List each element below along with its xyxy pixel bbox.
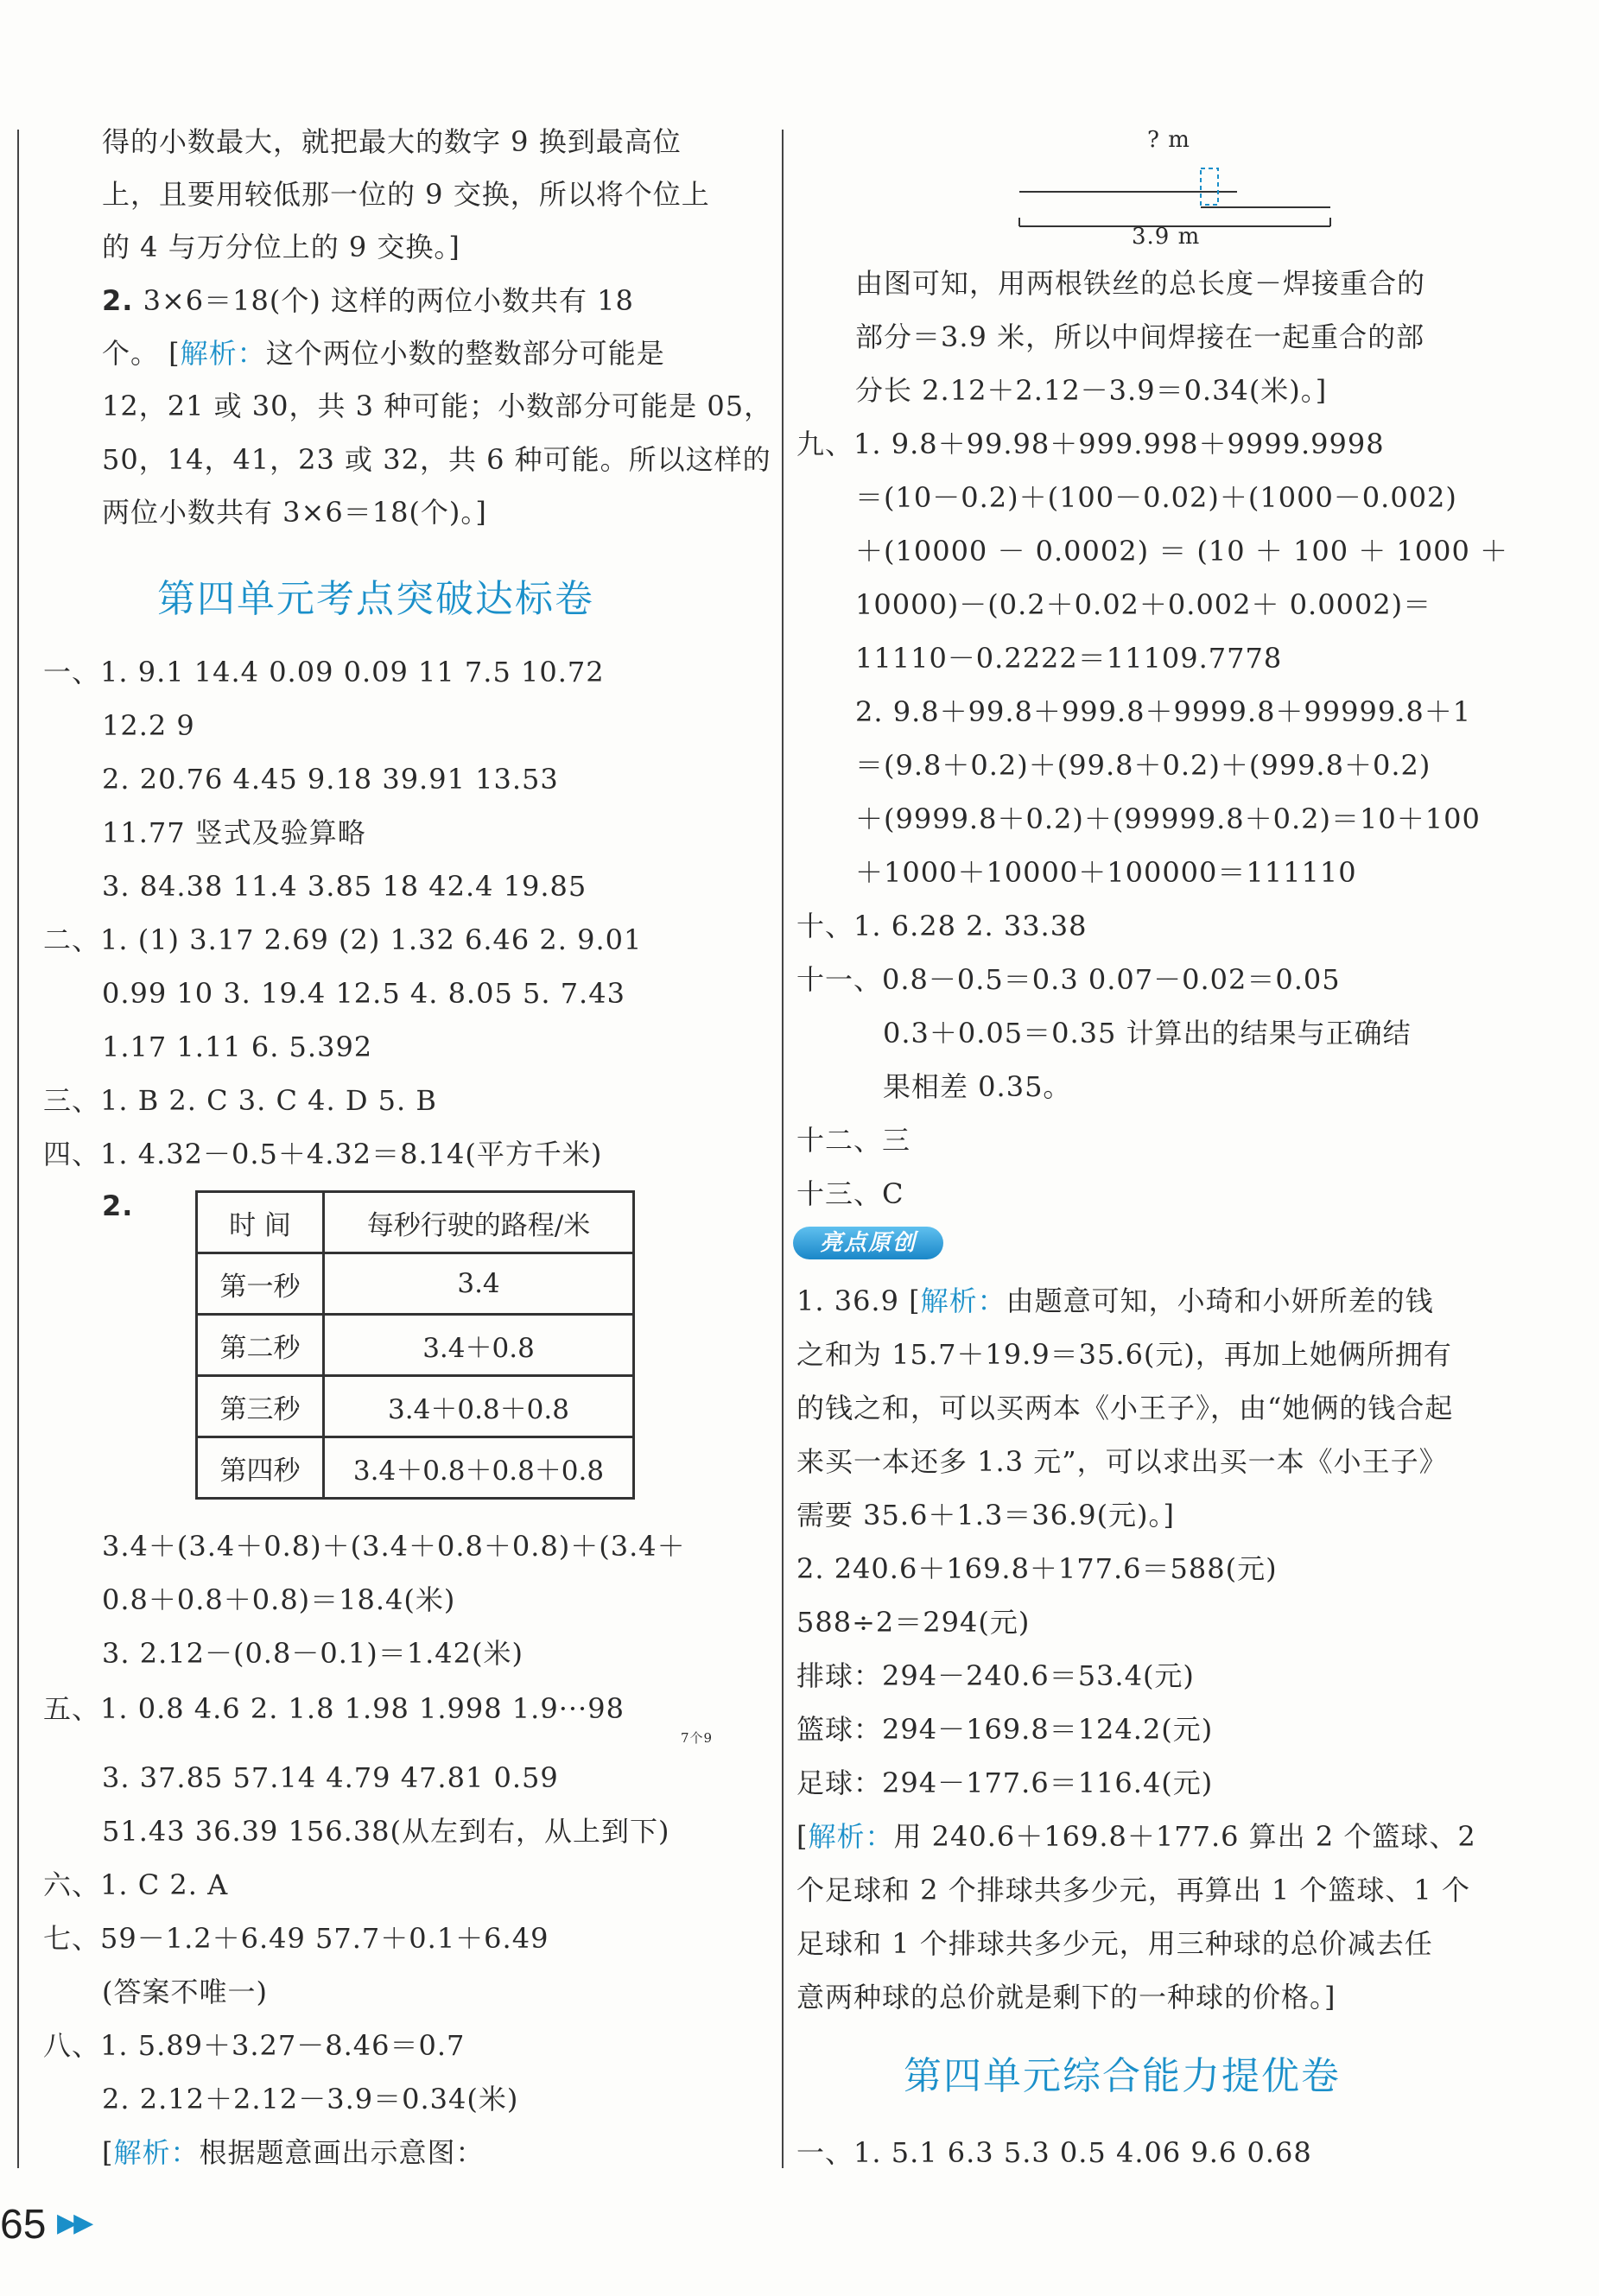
answer-line: 1.17 1.11 6. 5.392	[102, 1031, 373, 1063]
text-line: 得的小数最大，就把最大的数字 9 换到最高位	[102, 125, 682, 158]
answer-line: 一、1. 9.1 14.4 0.09 0.09 11 7.5 10.72	[43, 656, 605, 688]
answer-line: 0.3＋0.05＝0.35 计算出的结果与正确结	[883, 1017, 1412, 1050]
bracket: [	[102, 2136, 114, 2169]
answer-line: 3. 2.12－(0.8－0.1)＝1.42(米)	[102, 1637, 523, 1670]
text-line: 50，14，41，23 或 32，共 6 种可能。所以这样的	[102, 443, 771, 476]
text-line: 由图可知，用两根铁丝的总长度－焊接重合的	[855, 267, 1426, 300]
diagram-label-top: ? m	[1147, 127, 1190, 153]
answer-line: 一、1. 5.1 6.3 5.3 0.5 4.06 9.6 0.68	[796, 2136, 1312, 2169]
answer-line: 排球：294－240.6＝53.4(元)	[796, 1659, 1195, 1692]
answer-line: 3. 84.38 11.4 3.85 18 42.4 19.85	[102, 870, 587, 903]
text-line	[102, 334, 665, 372]
answer-line: 11110－0.2222＝11109.7778	[855, 642, 1283, 675]
answer-line: 五、1. 0.8 4.6 2. 1.8 1.98 1.998 1.9···98	[43, 1692, 625, 1725]
answer-line: 二、1. (1) 3.17 2.69 (2) 1.32 6.46 2. 9.01	[43, 923, 643, 956]
answer-line: 0.99 10 3. 19.4 12.5 4. 8.05 5. 7.43	[102, 977, 625, 1010]
text-line: 两位小数共有 3×6＝18(个)。]	[102, 496, 487, 529]
middle-column-rule	[782, 130, 784, 2168]
text-line: 之和为 15.7＋19.9＝35.6(元)，再加上她俩所拥有	[796, 1338, 1452, 1371]
text-line: 部分＝3.9 米，所以中间焊接在一起重合的部	[855, 320, 1425, 353]
text-line: 分长 2.12＋2.12－3.9＝0.34(米)。]	[855, 374, 1328, 407]
table-cell: 3.4＋0.8＋0.8	[324, 1376, 634, 1437]
text-line: 意两种球的总价就是剩下的一种球的价格。]	[796, 1981, 1336, 2014]
answer-line: 2. 2.12＋2.12－3.9＝0.34(米)	[102, 2083, 519, 2115]
answer-line: 十二、三	[796, 1124, 911, 1157]
answer-line: 0.8＋0.8＋0.8)＝18.4(米)	[102, 1583, 456, 1616]
answer-line: 三、1. B 2. C 3. C 4. D 5. B	[43, 1084, 437, 1117]
answer-line: ＝(10－0.2)＋(100－0.02)＋(1000－0.002)	[855, 481, 1457, 514]
diagram-label-bottom: 3.9 m	[1132, 224, 1201, 250]
answer-line: 10000)－(0.2＋0.02＋0.002＋ 0.0002)＝	[855, 588, 1432, 621]
answer-line: ＝(9.8＋0.2)＋(99.8＋0.2)＋(999.8＋0.2)	[855, 749, 1431, 782]
answer-line: 51.43 36.39 156.38(从左到右，从上到下)	[102, 1815, 670, 1848]
answer-line: 篮球：294－169.8＝124.2(元)	[796, 1713, 1214, 1746]
answer-line: 足球：294－177.6＝116.4(元)	[796, 1766, 1214, 1799]
text-line: 12，21 或 30，共 3 种可能；小数部分可能是 05，	[102, 390, 773, 422]
text-line	[102, 282, 634, 320]
highlight-badge: 亮点原创	[793, 1227, 943, 1259]
next-arrows-icon: ▶▶	[57, 2208, 91, 2238]
answer-line: 3. 37.85 57.14 4.79 47.81 0.59	[102, 1761, 559, 1794]
analysis-text: 根据题意画出示意图：	[199, 2136, 485, 2169]
table-cell: 3.4＋0.8	[324, 1315, 634, 1376]
answer-line	[796, 1282, 1434, 1320]
analysis-text: 由题意可知，小琦和小妍所差的钱	[1006, 1284, 1434, 1317]
analysis-label: 解析：	[180, 337, 266, 370]
table-cell: 3.4	[324, 1253, 634, 1315]
answer-line: 六、1. C 2. A	[43, 1868, 229, 1901]
table-row	[197, 1253, 634, 1315]
answer-line: ＋(10000 － 0.0002) ＝ (10 ＋ 100 ＋ 1000 ＋	[855, 535, 1509, 568]
speed-table	[195, 1190, 635, 1500]
analysis-text: 用 240.6＋169.8＋177.6 算出 2 个篮球、2	[893, 1820, 1476, 1853]
table-cell: 第三秒	[197, 1376, 324, 1437]
table-row	[197, 1315, 634, 1376]
answer-line: 果相差 0.35。	[883, 1070, 1072, 1103]
text-line: 的 4 与万分位上的 9 交换。]	[102, 231, 460, 263]
text-line: 来买一本还多 1.3 元”，可以求出买一本《小王子》	[796, 1445, 1448, 1478]
answer-line: 11.77 竖式及验算略	[102, 816, 366, 849]
text-line	[796, 1817, 1476, 1855]
repeat-note: 7个9	[681, 1730, 714, 1746]
analysis-label: 解析：	[920, 1284, 1006, 1317]
text-line: 的钱之和，可以买两本《小王子》，由“她俩的钱合起	[796, 1392, 1454, 1424]
answer-line: 12.2 9	[102, 709, 195, 742]
answer-line: 2. 9.8＋99.8＋999.8＋9999.8＋99999.8＋1	[855, 695, 1472, 728]
answer-line: 2. 240.6＋169.8＋177.6＝588(元)	[796, 1552, 1278, 1585]
table-cell: 第一秒	[197, 1253, 324, 1315]
analysis-label: 解析：	[113, 2136, 200, 2169]
text-line: 个足球和 2 个排球共多少元，再算出 1 个篮球、1 个	[796, 1874, 1470, 1906]
item-number: 2.	[102, 284, 134, 317]
left-column-rule	[17, 130, 19, 2168]
answer-text: 3×6＝18(个) 这样的两位小数共有 18	[133, 284, 634, 317]
answer-line: 十三、C	[796, 1177, 904, 1210]
answer-line: 十、1. 6.28 2. 33.38	[796, 910, 1088, 942]
answer-line: 十一、0.8－0.5＝0.3 0.07－0.02＝0.05	[796, 963, 1341, 996]
answer-line: 3.4＋(3.4＋0.8)＋(3.4＋0.8＋0.8)＋(3.4＋	[102, 1530, 686, 1563]
text-line: 足球和 1 个排球共多少元，用三种球的总价减去任	[796, 1927, 1433, 1960]
answer-line: 七、59－1.2＋6.49 57.7＋0.1＋6.49	[43, 1922, 549, 1955]
answer-text: 个。 [	[102, 337, 181, 370]
table-header-cell: 每秒行驶的路程/米	[324, 1192, 634, 1253]
answer-line: 九、1. 9.8＋99.98＋999.998＋9999.9998	[796, 428, 1385, 460]
table-row	[197, 1192, 634, 1253]
weld-diagram	[1011, 121, 1339, 251]
answer-line: 2. 20.76 4.45 9.18 39.91 13.53	[102, 763, 559, 796]
table-cell: 3.4＋0.8＋0.8＋0.8	[324, 1437, 634, 1499]
answer-line: ＋1000＋10000＋100000＝111110	[855, 856, 1357, 889]
answer-line: ＋(9999.8＋0.2)＋(99999.8＋0.2)＝10＋100	[855, 802, 1481, 835]
bracket: [	[796, 1820, 809, 1853]
text-line: 需要 35.6＋1.3＝36.9(元)。]	[796, 1499, 1176, 1532]
answer-line: 588÷2＝294(元)	[796, 1606, 1031, 1639]
section-heading: 第四单元综合能力提优卷	[904, 2054, 1341, 2098]
analysis-label: 解析：	[808, 1820, 894, 1853]
answer-line: 八、1. 5.89＋3.27－8.46＝0.7	[43, 2029, 466, 2062]
answer-line: 四、1. 4.32－0.5＋4.32＝8.14(平方千米)	[43, 1138, 603, 1170]
text-line: 上，且要用较低那一位的 9 交换，所以将个位上	[102, 178, 710, 211]
answer-line: (答案不唯一)	[102, 1976, 268, 2008]
page-number: 65	[0, 2202, 47, 2248]
section-heading: 第四单元考点突破达标卷	[157, 577, 594, 621]
table-header-cell: 时 间	[197, 1192, 324, 1253]
table-cell: 第四秒	[197, 1437, 324, 1499]
table-cell: 第二秒	[197, 1315, 324, 1376]
answer-text: 1. 36.9 [	[796, 1284, 921, 1317]
table-row	[197, 1437, 634, 1499]
table-row	[197, 1376, 634, 1437]
answer-line	[102, 2134, 485, 2172]
item-number: 2.	[102, 1189, 134, 1222]
analysis-text: 这个两位小数的整数部分可能是	[265, 337, 665, 370]
